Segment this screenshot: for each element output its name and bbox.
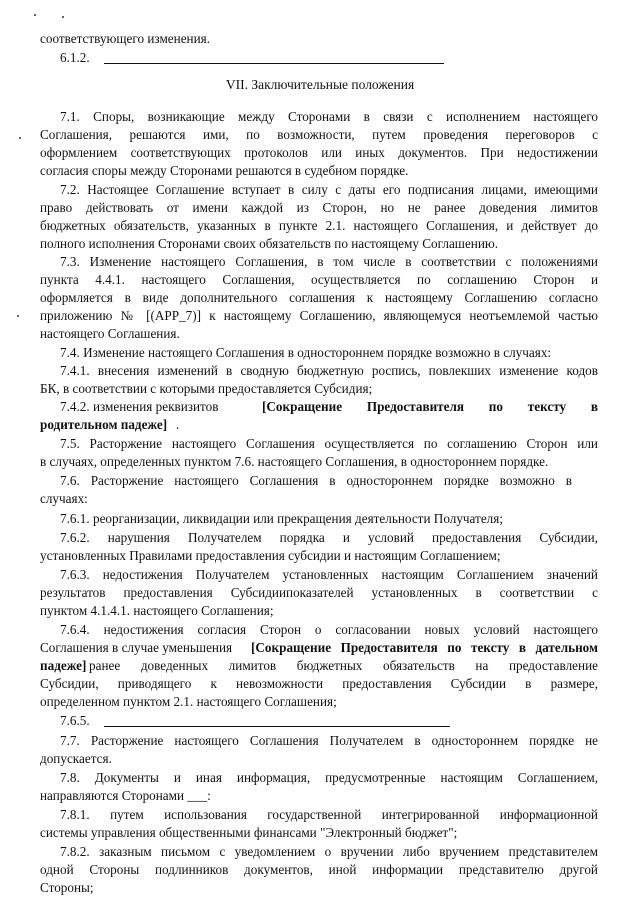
paragraph-line: оформляется в виде дополнительного соглашения к настоящему Соглашению согласно xyxy=(40,290,598,305)
paragraph-line: оформлением соответствующих протоколов или иных документов. При недостижении xyxy=(40,145,598,160)
paragraph-line: 7.8.1. путем использования государственной интегрированной информационной xyxy=(60,807,598,822)
paragraph-line: 7.2. Настоящее Соглашение вступает в силу с даты его подписания лицами, имеющими xyxy=(60,182,598,197)
placeholder-bold: родительном падеже] xyxy=(40,417,168,432)
paragraph-line: установленных Правилами предоставления субсидии и настоящим Соглашением; xyxy=(40,548,501,563)
paragraph-line: Соглашения в случае уменьшения xyxy=(40,640,233,655)
item-6-1-2: 6.1.2. xyxy=(60,50,90,65)
paragraph-line: полного исполнения Сторонами своих обязательств по настоящему Соглашению. xyxy=(40,236,499,251)
paragraph-line: в случаях, определенных пунктом 7.6. настоящего Соглашения, в одностороннем порядке. xyxy=(40,454,549,469)
paragraph-line: право действовать от имени каждой из Сторон, но не ранее доведения лимитов xyxy=(40,200,598,215)
paragraph-line: случаях: xyxy=(40,491,88,506)
placeholder-bold: [Сокращение Предоставителя по тексту в xyxy=(262,399,598,414)
paragraph-line: одной Стороны подлинников документов, иной информации представителю другой xyxy=(40,862,598,877)
paragraph-line: согласия споры между Сторонами решаются в судебном порядке. xyxy=(40,163,409,178)
placeholder-bold: [Сокращение Предоставителя по тексту в дательном xyxy=(251,640,598,655)
placeholder-bold: падеже] xyxy=(40,658,87,673)
paragraph-line: 7.4. Изменение настоящего Соглашения в одностороннем порядке возможно в случаях: xyxy=(60,345,552,360)
paragraph-line: приложению № [(APP_7)] к настоящему Соглашению, являющемуся неотъемлемой частью xyxy=(40,308,598,323)
scan-speck xyxy=(17,315,19,317)
scan-speck xyxy=(19,137,21,139)
paragraph-line: . xyxy=(176,417,180,432)
scan-speck xyxy=(62,16,64,18)
paragraph-line: 7.6.1. реорганизации, ликвидации или прекращения деятельности Получателя; xyxy=(60,511,503,526)
paragraph-line: соответствующего изменения. xyxy=(40,31,211,46)
paragraph-line: Соглашения, решаются ими, по возможности, путем проведения переговоров с xyxy=(40,127,598,142)
paragraph-line: 7.7. Расторжение настоящего Соглашения Получателем в одностороннем порядке не xyxy=(60,733,598,748)
blank-fill-line xyxy=(104,726,450,727)
paragraph-line: допускается. xyxy=(40,751,112,766)
blank-fill-line xyxy=(104,63,444,64)
paragraph-line: 7.8.2. заказным письмом с уведомлением о вручении либо вручением представителем xyxy=(60,844,598,859)
paragraph-line: 7.3. Изменение настоящего Соглашения, в том числе в соответствии с положениями xyxy=(60,254,598,269)
paragraph-line: 7.6. Расторжение настоящего Соглашения в одностороннем порядке возможно в xyxy=(60,473,572,488)
item-7-6-5: 7.6.5. xyxy=(60,713,90,728)
paragraph-line: 7.1. Споры, возникающие между Сторонами в связи с исполнением настоящего xyxy=(60,109,598,124)
paragraph-line: 7.6.2. нарушения Получателем порядка и условий предоставления Субсидии, xyxy=(60,530,598,545)
scan-speck xyxy=(34,14,36,16)
section-title: VII. Заключительные положения xyxy=(225,77,415,92)
paragraph-line: результатов предоставления Субсидиипоказателей установленных в соответствии с xyxy=(40,585,598,600)
paragraph-line: 7.4.1. внесения изменений в сводную бюджетную роспись, повлекших изменение кодов xyxy=(60,363,598,378)
paragraph-line: 7.6.4. недостижения согласия Сторон о согласовании новых условий настоящего xyxy=(60,622,598,637)
paragraph-line: БК, в соответствии с которыми предоставляется Субсидия; xyxy=(40,381,373,396)
paragraph-line: 7.8. Документы и иная информация, предусмотренные настоящим Соглашением, xyxy=(60,770,598,785)
paragraph-line: бюджетных обязательств, указанных в пункте 2.1. настоящего Соглашения, и действует до xyxy=(40,218,598,233)
paragraph-line: настоящего Соглашения. xyxy=(40,326,180,341)
paragraph-line: ранее доведенных лимитов бюджетных обязательств на предоставление xyxy=(89,658,598,673)
paragraph-line: 7.4.2. изменения реквизитов xyxy=(60,399,219,414)
paragraph-line: 7.6.3. недостижения Получателем установленных настоящим Соглашением значений xyxy=(60,567,598,582)
paragraph-line: Субсидии, приводящего к невозможности предоставления Субсидии в размере, xyxy=(40,676,598,691)
paragraph-line: определенном пунктом 2.1. настоящего Соглашения; xyxy=(40,694,337,709)
paragraph-line: Стороны; xyxy=(40,880,94,895)
paragraph-line: направляются Сторонами ___: xyxy=(40,788,211,803)
paragraph-line: пункта 4.4.1. настоящего Соглашения, осуществляется по соглашению Сторон и xyxy=(40,272,598,287)
paragraph-line: системы управления общественными финансами "Электронный бюджет"; xyxy=(40,825,458,840)
paragraph-line: пунктом 4.1.4.1. настоящего Соглашения; xyxy=(40,603,274,618)
paragraph-line: 7.5. Расторжение настоящего Соглашения осуществляется по соглашению Сторон или xyxy=(60,436,598,451)
